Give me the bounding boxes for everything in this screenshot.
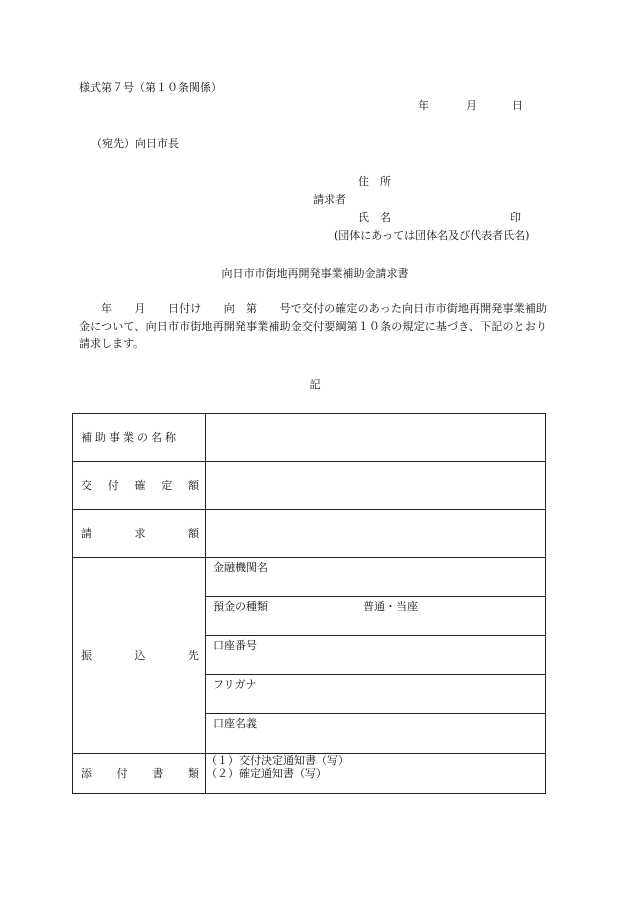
attachments-label xyxy=(73,754,206,794)
confirmed-amount-field[interactable] xyxy=(206,462,546,510)
row-label: 補助事業の名称 xyxy=(81,431,179,444)
transfer-label xyxy=(73,558,206,754)
attachment-item: （２）確定通知書（写） xyxy=(206,767,327,780)
seal-mark: 印 xyxy=(510,211,521,224)
confirmed-amount-char-5: 額 xyxy=(188,479,199,492)
transfer-char-1: 振 xyxy=(81,649,92,662)
form-number: 様式第７号（第１０条関係） xyxy=(79,81,222,94)
bank-name-row[interactable] xyxy=(206,558,545,597)
deposit-type-label: 預金の種類 xyxy=(213,600,268,613)
confirmed-amount-char-4: 定 xyxy=(161,479,173,492)
claim-amount-field[interactable] xyxy=(206,510,546,558)
furigana-label: フリガナ xyxy=(213,678,257,691)
attachments-list xyxy=(206,754,546,794)
transfer-fields xyxy=(206,558,546,754)
transfer-char-3: 先 xyxy=(188,649,199,662)
claim-amount-char-3: 額 xyxy=(188,527,199,540)
confirmed-amount-char-2: 付 xyxy=(107,479,119,492)
project-name-label xyxy=(73,414,206,462)
name-label: 氏 名 xyxy=(358,211,391,224)
table-row xyxy=(73,414,546,462)
attachments-char-4: 類 xyxy=(187,767,199,780)
date-day: 日 xyxy=(512,99,523,112)
document-title: 向日市市街地再開発事業補助金請求書 xyxy=(221,267,409,280)
claim-amount-char-2: 求 xyxy=(134,527,146,540)
table-row xyxy=(73,510,546,558)
account-holder-row[interactable] xyxy=(206,714,545,753)
confirmed-amount-label xyxy=(73,462,206,510)
date-year: 年 xyxy=(418,99,429,112)
claim-amount-label xyxy=(73,510,206,558)
attachments-char-3: 書 xyxy=(152,767,164,780)
furigana-row[interactable] xyxy=(206,675,545,714)
addressee: （宛先）向日市長 xyxy=(91,137,179,150)
organization-note: (団体にあっては団体名及び代表者氏名) xyxy=(334,229,530,242)
address-label: 住 所 xyxy=(358,175,391,188)
account-holder-label: 口座名義 xyxy=(213,717,257,730)
deposit-type-options[interactable]: 普通・当座 xyxy=(363,600,418,613)
claim-amount-char-1: 請 xyxy=(81,527,92,540)
attachment-item: （１）交付決定通知書（写） xyxy=(206,754,349,767)
confirmed-amount-char-3: 確 xyxy=(134,479,146,492)
body-paragraph: 年 月 日付け 向 第 号で交付の確定のあった向日市市街地再開発事業補助金について、向日市市街地再開発事業補助金交付要綱第１０条の規定に基づき、下記のとおり請求します。 xyxy=(79,302,547,350)
attachments-char-2: 付 xyxy=(116,767,128,780)
claim-form-table xyxy=(72,413,546,794)
account-number-label: 口座番号 xyxy=(213,639,257,652)
project-name-field[interactable] xyxy=(206,414,546,462)
ki-heading: 記 xyxy=(309,378,321,391)
table-row xyxy=(73,558,546,754)
deposit-type-row[interactable] xyxy=(206,597,545,636)
attachments-char-1: 添 xyxy=(81,767,92,780)
confirmed-amount-char-1: 交 xyxy=(81,479,92,492)
table-row xyxy=(73,754,546,794)
transfer-char-2: 込 xyxy=(134,649,146,662)
date-month: 月 xyxy=(466,99,477,112)
bank-name-label: 金融機関名 xyxy=(213,561,268,574)
table-row xyxy=(73,462,546,510)
claimant-label: 請求者 xyxy=(313,193,346,206)
account-number-row[interactable] xyxy=(206,636,545,675)
